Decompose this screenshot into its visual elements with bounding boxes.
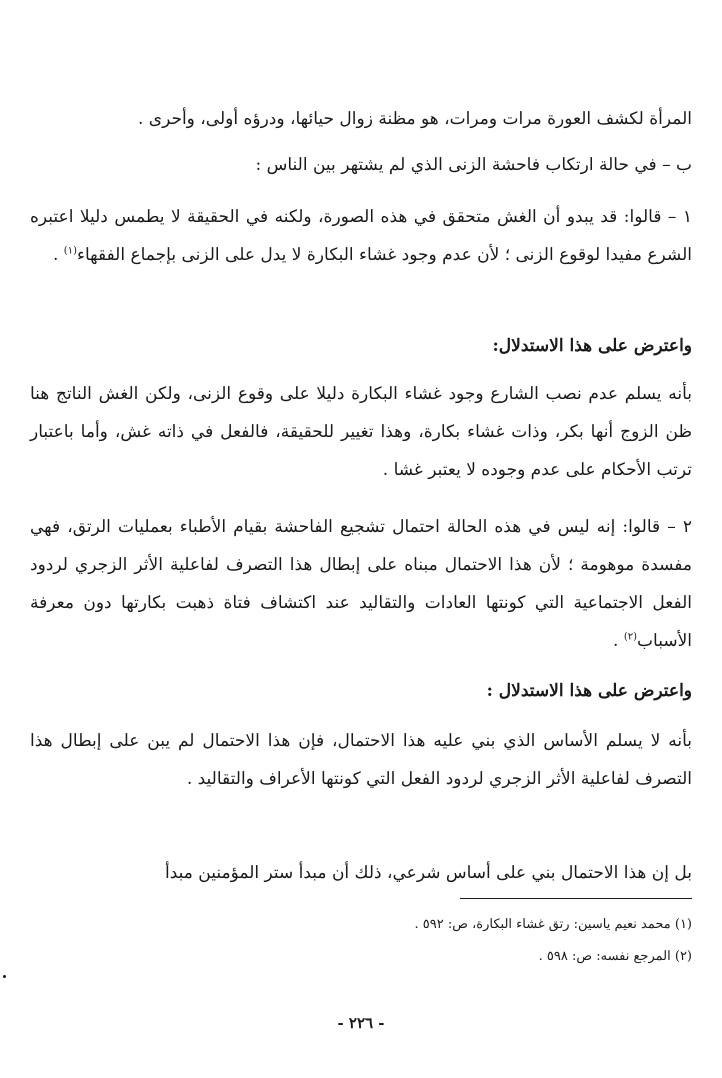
footnote-2: (٢) المرجع نفسه: ص: ٥٩٨ .	[538, 949, 692, 964]
heading-objection-1-text: واعترض على هذا الاستدلال:	[492, 336, 692, 356]
paragraph-5-text: ٢ – قالوا: إنه ليس في هذه الحالة احتمال تشجيع الفاحشة بقيام الأطباء بعمليات الرتق، فهي مفسدة موهومة ؛ لأن هذا الاحتمال مبناه على إبطال هذا التصرف لفاعلية الأثر الزجري لردود الفعل الاجتماعية التي كونتها العادات والتقاليد عند اكتشاف فتاة ذهبت بكارتها دون معرفة الأسباب	[30, 517, 692, 651]
paragraph-5-argument-2	[30, 508, 692, 660]
paragraph-4-text: بأنه يسلم عدم نصب الشارع وجود غشاء البكارة دليلا على وقوع الزنى، ولكن الغش الناتج هنا ظن الزوج أنها بكر، وذات غشاء بكارة، وهذا تغيير للحقيقة، فالفعل في ذاته غش، وأما باعتبار ترتب الأحكام على عدم وجوده لا يعتبر غشا .	[30, 384, 692, 480]
heading-objection-2-text: واعترض على هذا الاستدلال :	[486, 681, 692, 701]
heading-objection-1	[30, 327, 692, 365]
paragraph-1	[30, 100, 692, 138]
paragraph-6-text: بأنه لا يسلم الأساس الذي بني عليه هذا الاحتمال، فإن هذا الاحتمال لم يبن على إبطال هذا التصرف لفاعلية الأثر الزجري لردود الفعل التي كونتها الأعراف والتقاليد .	[30, 731, 692, 789]
scan-edge-mark	[3, 975, 6, 978]
paragraph-3-argument-1	[30, 198, 692, 274]
heading-objection-2	[30, 672, 692, 710]
footnote-ref-1[interactable]: (١)	[63, 245, 77, 257]
footnote-ref-2[interactable]: (٢)	[623, 631, 638, 643]
paragraph-5-end: .	[613, 631, 624, 651]
paragraph-7-continuation	[30, 854, 692, 892]
paragraph-3-end: .	[52, 245, 64, 265]
footnote-1: (١) محمد نعيم ياسين: رتق غشاء البكارة، ص: ٥٩٢ .	[414, 917, 692, 932]
footnote-separator	[460, 898, 692, 899]
page-number: - ٢٢٦ -	[337, 1014, 385, 1032]
paragraph-1-text: المرأة لكشف العورة مرات ومرات، هو مظنة زوال حيائها، ودرؤه أولى، وأحرى .	[137, 109, 692, 129]
paragraph-6-objection-2-body	[30, 722, 692, 798]
paragraph-7-text: بل إن هذا الاحتمال بني على أساس شرعي، ذلك أن مبدأ ستر المؤمنين مبدأ	[164, 863, 692, 883]
paragraph-4-objection-1-body	[30, 375, 692, 489]
paragraph-3-text: ١ – قالوا: قد يبدو أن الغش متحقق في هذه الصورة، ولكنه في الحقيقة لا يطمس دليلا اعتبره الشرع مفيدا لوقوع الزنى ؛ لأن عدم وجود غشاء البكارة لا يدل على الزنى بإجماع الفقهاء	[30, 207, 692, 265]
paragraph-2-section-b	[30, 146, 692, 184]
paragraph-2-text: ب – في حالة ارتكاب فاحشة الزنى الذي لم يشتهر بين الناس :	[255, 155, 692, 175]
